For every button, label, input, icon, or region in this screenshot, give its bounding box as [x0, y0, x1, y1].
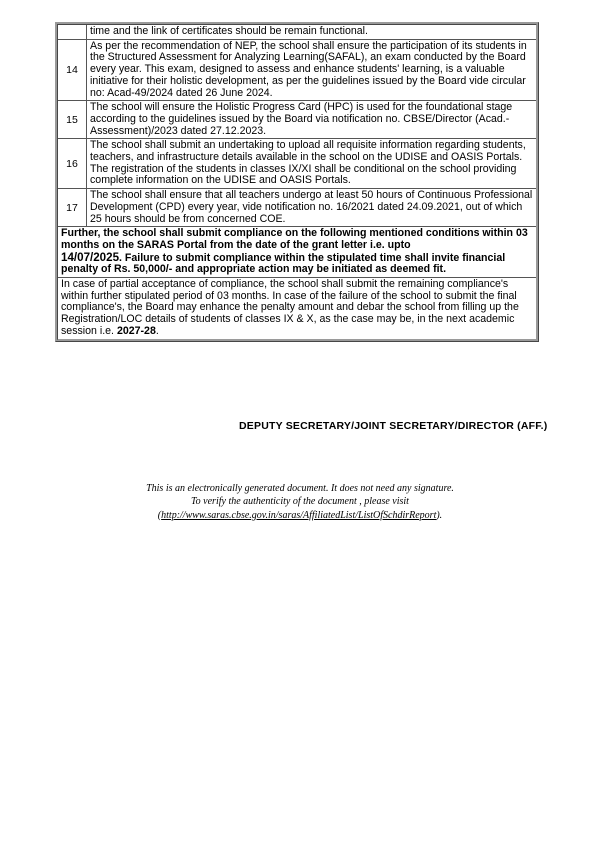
- signatory-title: DEPUTY SECRETARY/JOINT SECRETARY/DIRECTOR (AFF.): [239, 420, 548, 432]
- verification-link[interactable]: http://www.saras.cbse.gov.in/saras/AffiliatedList/ListOfSchdirReport: [161, 509, 437, 521]
- table-row: [58, 139, 536, 189]
- note-line-3: [100, 509, 500, 522]
- compliance-deadline-text: [58, 227, 536, 277]
- row-number: 16: [58, 139, 87, 188]
- note-line-2: To verify the authenticity of the document , please visit: [191, 496, 409, 508]
- table-row: [58, 25, 536, 40]
- row-number: 17: [58, 189, 87, 226]
- compliance-deadline-row: [58, 227, 536, 278]
- row-text: As per the recommendation of NEP, the school shall ensure the participation of its students in the Structured Assessment for Analyzing Learning(SAFAL), an exam conducted by the Board every year. This exam, designed to assess and enhance students' learning, is a valuable initiative for their holistic development, as per the guidelines issued by the Board vide circular no: Acad-49/2024 dated 26 June 2024.: [90, 39, 527, 99]
- partial-end: .: [155, 324, 159, 337]
- link-close: ).: [436, 509, 443, 521]
- row-text: time and the link of certificates should be remain functional.: [90, 25, 368, 37]
- row-number: 14: [58, 40, 87, 101]
- partial-compliance-row: [58, 278, 536, 339]
- table-row: [58, 101, 536, 139]
- row-number: [58, 25, 87, 39]
- verification-note: [100, 482, 500, 522]
- note-line-1: This is an electronically generated document. It does not need any signature.: [146, 483, 454, 494]
- row-text: The school will ensure the Holistic Progress Card (HPC) is used for the foundational stage according to the guidelines issued by the Board via notification no. CBSE/Director (Acad.-Assessment)/2023 dated 27.12.2023.: [90, 101, 513, 137]
- row-text: The school shall ensure that all teachers undergo at least 50 hours of Continuous Professional Development (CPD) every year, vide notification no. 16/2021 dated 24.09.2021, out of which 25 hours should be from concerned COE.: [90, 189, 533, 225]
- table-row: [58, 40, 536, 102]
- partial-text: In case of partial acceptance of compliance, the school shall submit the remaining compliance's within further stipulated period of 03 months. In case of the failure of the school to submit the final compliance's, the Board may enhance the penalty amount and debar the school from filling up the Registration/LOC details of students of classes IX & X, as the case may be, in the next academic session i.e.: [61, 278, 519, 337]
- conditions-table: [55, 22, 539, 342]
- row-text: The school shall submit an undertaking to upload all requisite information regarding students, teachers, and infrastructure details available in the school on the UDISE and OASIS Portals. The registration of the students in classes IX/XI shall be conditional on the school providing complete information on the UDISE and OASIS Portals.: [90, 139, 526, 187]
- row-number: 15: [58, 101, 87, 138]
- partial-compliance-text: [58, 278, 536, 339]
- compliance-text-part1: Further, the school shall submit compliance on the following mentioned conditions within 03 months on the SARAS Portal from the date of the grant letter i.e. upto: [61, 227, 528, 251]
- compliance-date: 14/07/2025: [61, 250, 120, 264]
- table-row: [58, 189, 536, 227]
- link-open: (: [157, 509, 162, 521]
- compliance-text-part2: . Failure to submit compliance within the stipulated time shall invite financial penalty of Rs. 50,000/- and appropriate action may be initiated as deemed fit.: [61, 251, 506, 276]
- academic-session: 2027-28: [116, 324, 156, 337]
